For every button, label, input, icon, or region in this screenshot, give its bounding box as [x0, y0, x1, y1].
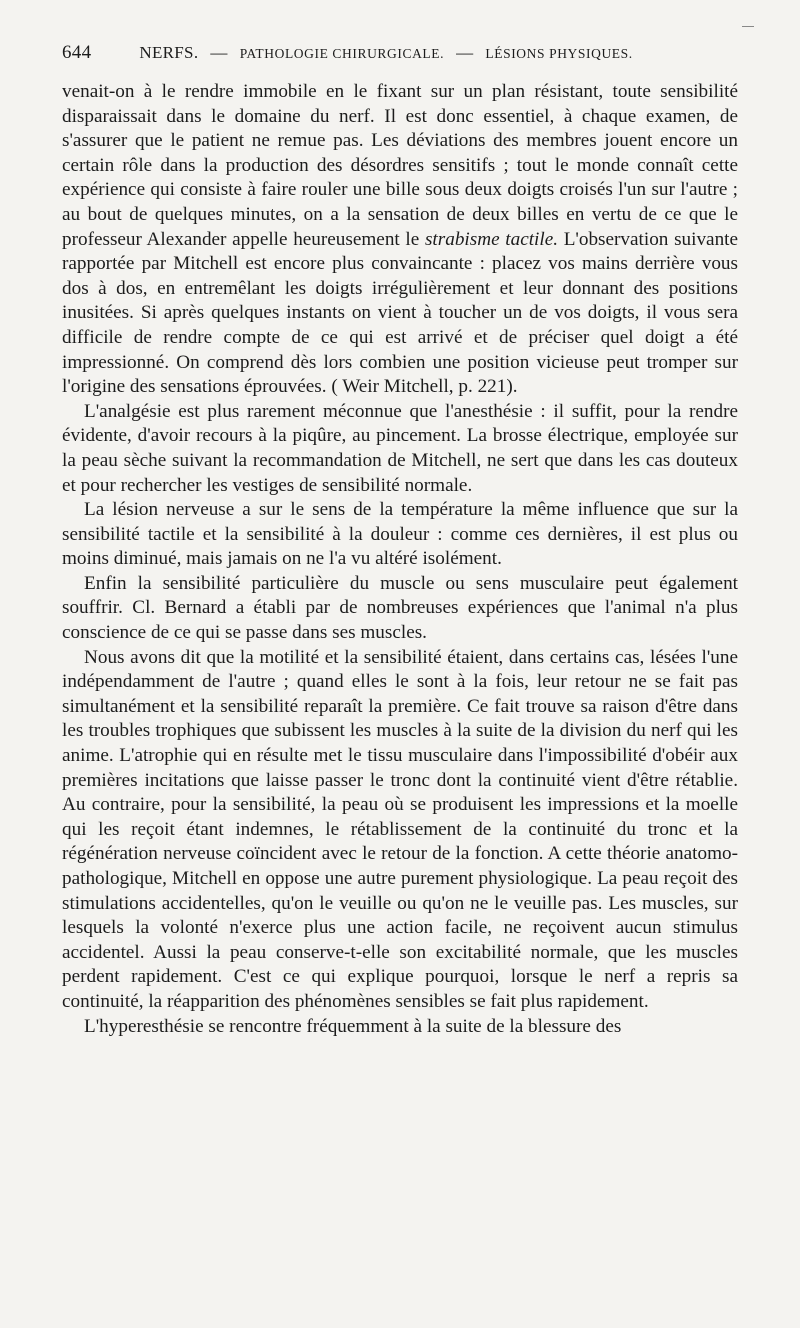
page-number: 644 — [62, 42, 92, 63]
section-title: NERFS. — [139, 43, 199, 62]
corner-mark — [742, 26, 754, 27]
header-separator-2: — — [456, 43, 474, 62]
paragraph-6: L'hyperesthésie se rencontre fréquemment à la suite de la blessure des — [84, 1015, 622, 1037]
body-text — [62, 80, 738, 1039]
paragraph-2: L'analgésie est plus rarement méconnue que l'anesthésie : il suffit, pour la rendre évidente, d'avoir recours à la piqûre, au pincement. La brosse électrique, employée sur la peau sèche suivant la recommandation de Mitchell, ne sert que dans les cas douteux et pour rechercher les vestiges de sensibilité normale. — [62, 400, 738, 496]
running-head — [62, 42, 738, 72]
paragraph-4: Enfin la sensibilité particulière du muscle ou sens musculaire peut également souffrir. Cl. Bernard a établi par de nombreuses expériences que l'animal n'a plus conscience de ce qui se passe dans ses muscles. — [62, 572, 738, 644]
paragraph-1-end: L'observation suivante rapportée par Mitchell est encore plus convaincante : placez vos mains derrière vous dos à dos, en entremêlant les doigts irrégulièrement et leur donnant des positions inusitées. Si après quelques instants on vient à toucher un de vos doigts, il vous sera difficile de rendre compte de ce qui est arrivé et de préciser quel doigt a été impressionné. On comprend dès lors combien une position vicieuse peut tromper sur l'origine des sensations éprouvées. ( Weir Mitchell, p. 221). — [62, 228, 739, 398]
chapter-title: PATHOLOGIE CHIRURGICALE. — [239, 46, 445, 61]
italic-term: strabisme tactile. — [424, 228, 559, 250]
paragraph-5: Nous avons dit que la motilité et la sensibilité étaient, dans certains cas, lésées l'une indépendamment de l'autre ; quand elles le sont à la fois, leur retour ne se fait pas simultanément et la sensibilité reparaît la première. Ce fait trouve sa raison d'être dans les troubles trophiques que subissent les muscles à la suite de la division du nerf qui les anime. L'atrophie qui en résulte met le tissu musculaire dans l'impossibilité d'obéir aux premières incitations que laisse passer le tronc dont la continuité vient d'être rétablie. Au contraire, pour la sensibilité, la peau où se produisent les impressions et la moelle qui les reçoit étant indemnes, le rétablissement de la continuité du tronc et la régénération nerveuse coïncident avec le retour de la fonction. A cette théorie anatomo-pathologique, Mitchell en oppose une autre purement physiologique. La peau reçoit des stimulations accidentelles, qu'on le veuille ou qu'on ne le veuille pas. Les muscles, sur lesquels la volonté n'exerce plus une action facile, ne reçoivent aucun stimulus accidentel. Aussi la peau conserve-t-elle son excitabilité normale, que les muscles perdent rapidement. C'est ce qui explique pourquoi, lorsque le nerf a repris sa continuité, la réapparition des phénomènes sensibles se fait plus rapidement. — [62, 646, 738, 1012]
header-separator: — — [210, 43, 228, 62]
paragraph-1-text: venait-on à le rendre immobile en le fixant sur un plan résistant, toute sensibilité disparaissait dans le domaine du nerf. Il est donc essentiel, à chaque examen, de s'assurer que le patient ne remue pas. Les déviations des membres jouent encore un certain rôle dans la production des désordres sensitifs ; tout le monde connaît cette expérience qui consiste à faire rouler une bille sous deux doigts croisés l'un sur l'autre ; au bout de quelques minutes, on a la sensation de deux billes en vertu de ce que le professeur Alexander appelle heureusement le — [62, 81, 738, 250]
subject-title: LÉSIONS PHYSIQUES. — [485, 46, 633, 61]
paragraph-3: La lésion nerveuse a sur le sens de la température la même influence que sur la sensibilité tactile et la sensibilité à la douleur : comme ces dernières, il est plus ou moins diminué, mais jamais on ne l'a vu altéré isolément. — [62, 499, 738, 570]
paragraph-1 — [62, 80, 738, 400]
